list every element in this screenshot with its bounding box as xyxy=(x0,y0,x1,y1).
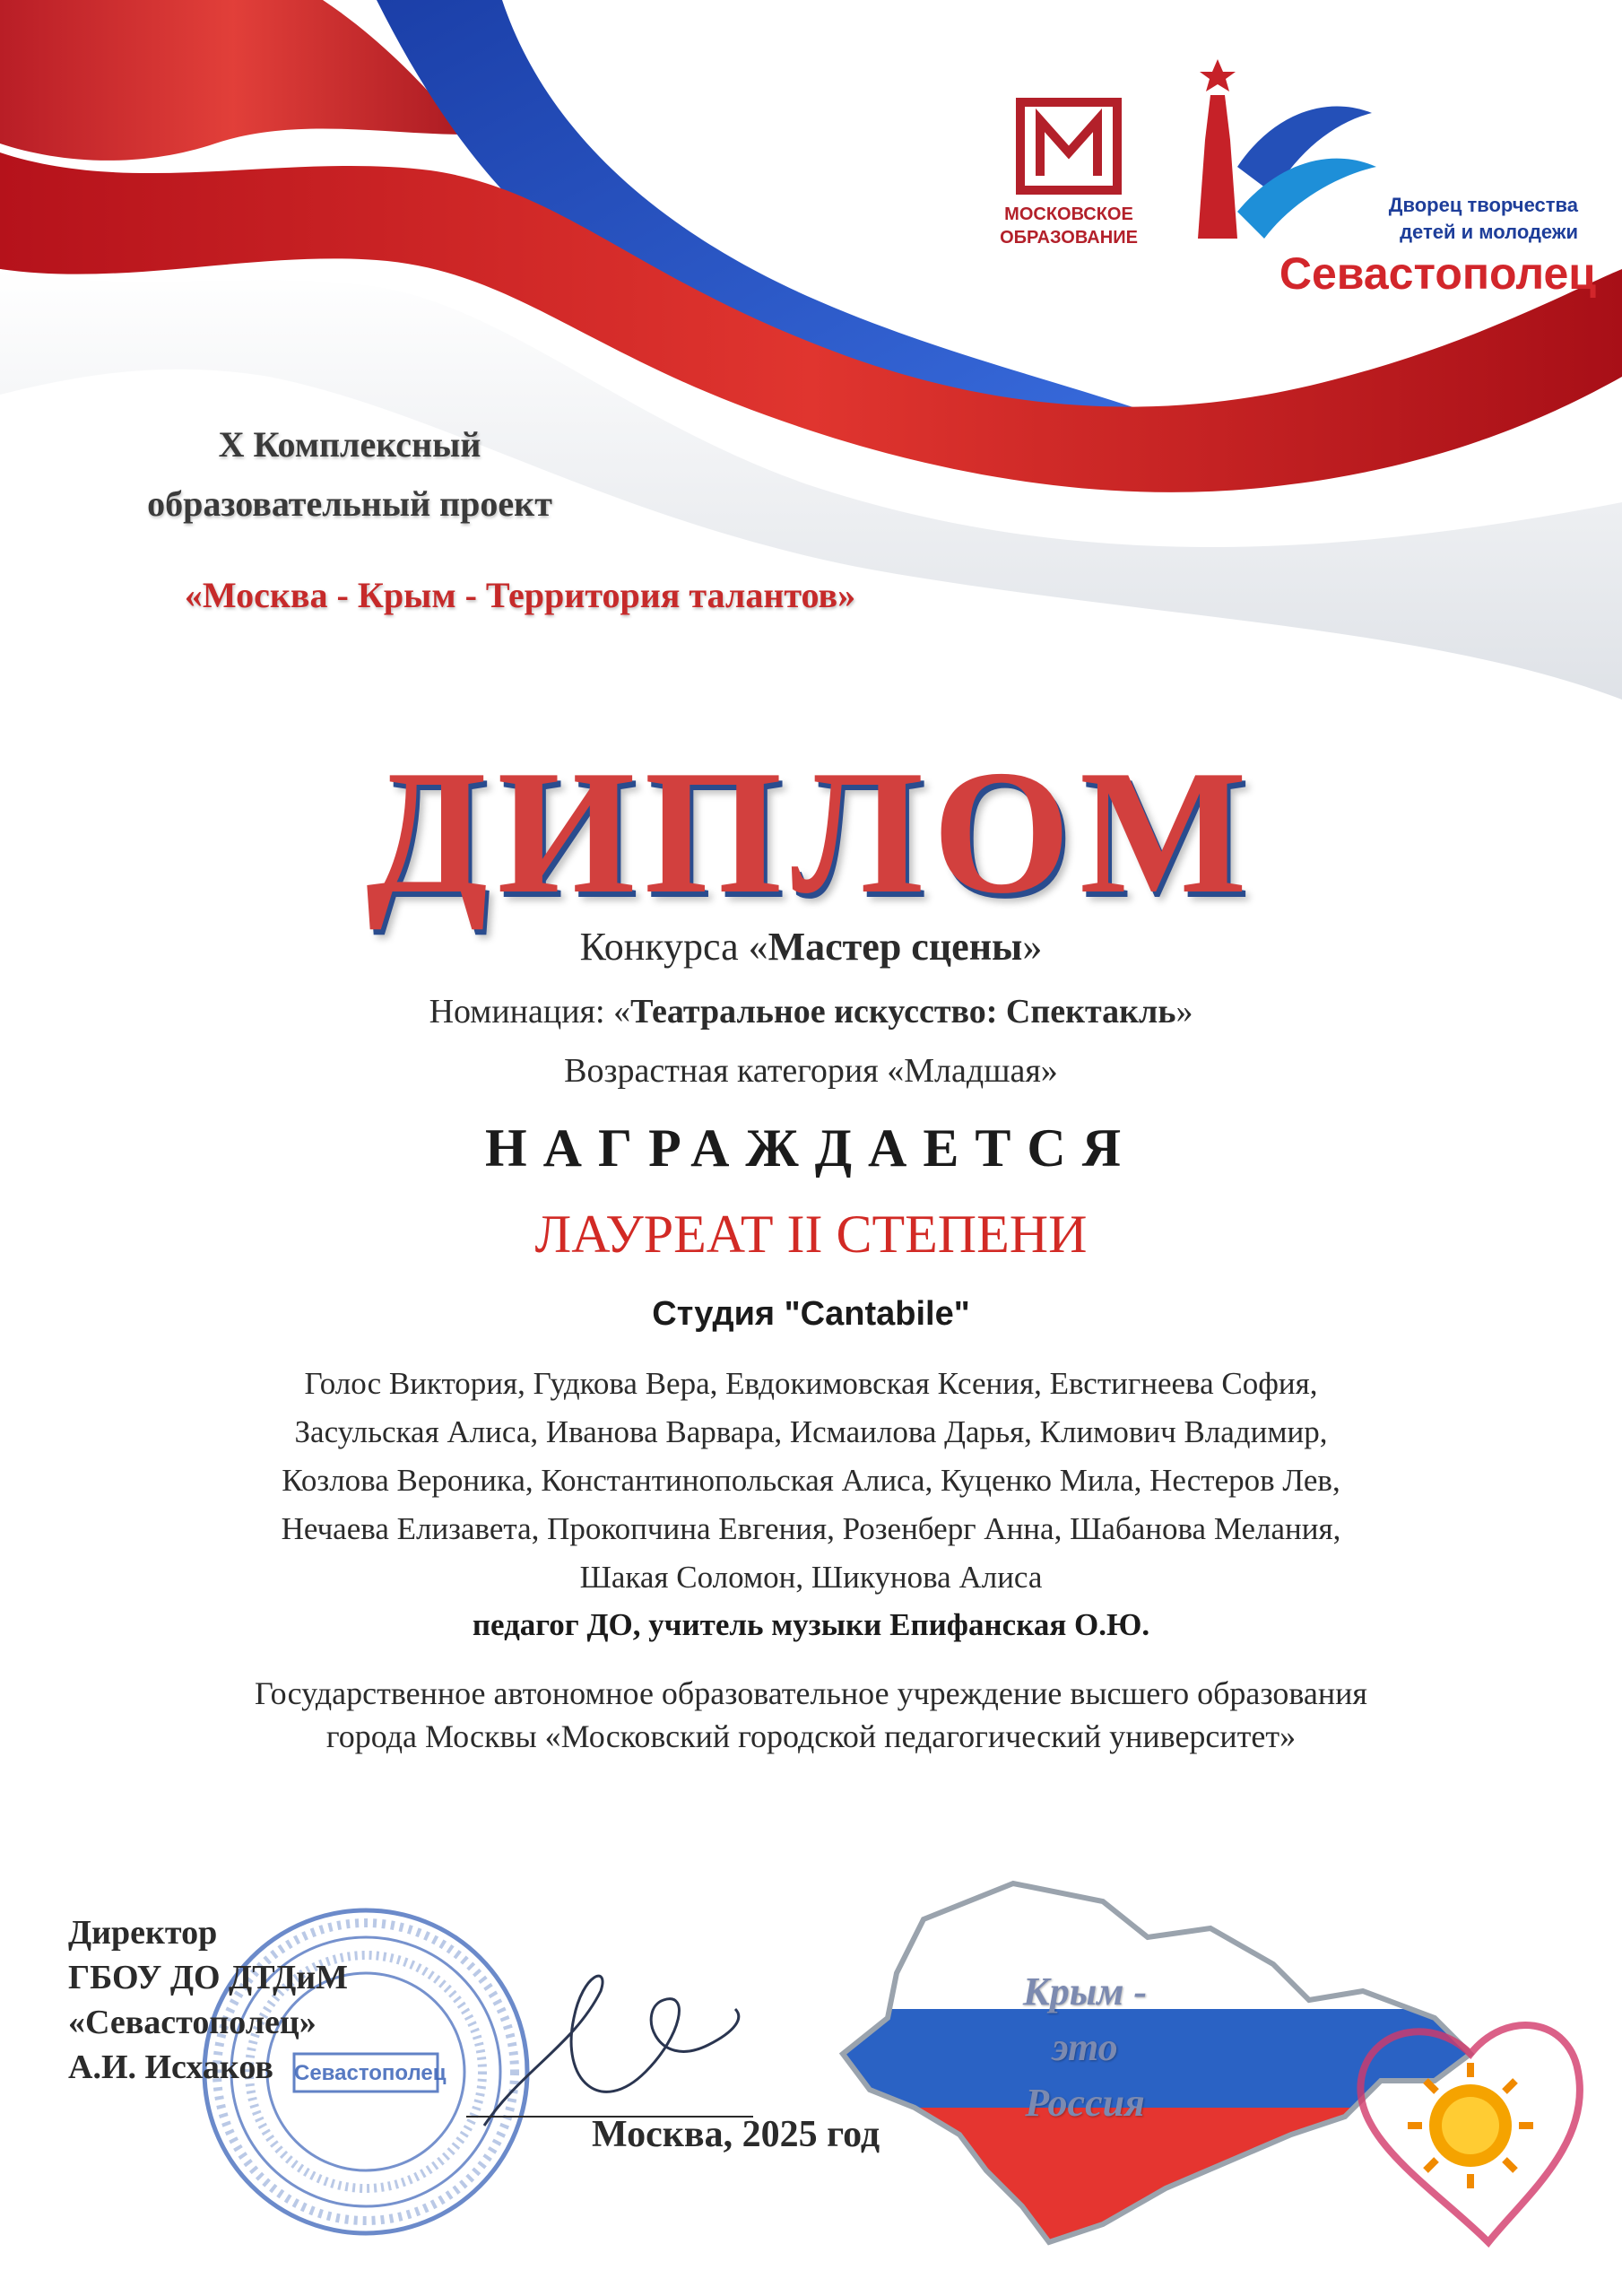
participants-line: Голос Виктория, Гудкова Вера, Евдокимовская Ксения, Евстигнеева София, xyxy=(304,1366,1318,1401)
organization-line: города Москвы «Московский городской педагогический университет» xyxy=(325,1718,1297,1754)
moscow-education-m-icon xyxy=(1015,97,1123,196)
participants-line: Шакая Соломон, Шикунова Алиса xyxy=(579,1560,1043,1595)
participants-line: Нечаева Елизавета, Прокопчина Евгения, Розенберг Анна, Шабанова Мелания, xyxy=(281,1511,1341,1546)
project-line2: образовательный проект xyxy=(147,483,552,524)
participants-list xyxy=(0,1360,1622,1602)
signature-line: «Севастополец» xyxy=(68,2004,317,2041)
awarded-label: НАГРАЖДАЕТСЯ xyxy=(484,1118,1138,1178)
palace-label-line2: детей и молодежи xyxy=(1400,221,1578,243)
signature-block xyxy=(68,1910,348,2090)
signature-line: ГБОУ ДО ДТДиМ xyxy=(68,1959,349,1996)
palace-label-line1: Дворец творчества xyxy=(1388,194,1578,216)
nomination-suffix: » xyxy=(1175,993,1193,1031)
slogan-line: Крым - xyxy=(1022,1970,1148,2013)
sun-icon xyxy=(1408,2063,1533,2188)
crimea-slogan xyxy=(986,1964,1184,2131)
organization-line: Государственное автономное образовательное учреждение высшего образования xyxy=(255,1675,1367,1711)
moscow-education-logo xyxy=(997,97,1141,258)
nomination-name: Театральное искусство: Спектакль xyxy=(630,993,1176,1031)
stamp-center-text: Севастополец xyxy=(294,2061,447,2085)
moscow-education-label-line1: МОСКОВСКОЕ xyxy=(1004,204,1133,224)
crimea-map-emblem xyxy=(807,1866,1596,2296)
age-category: Возрастная категория «Младшая» xyxy=(564,1052,1058,1090)
nomination-prefix: Номинация: « xyxy=(429,993,631,1031)
palace-name: Севастополец xyxy=(1279,248,1596,299)
kremlin-tower-icon xyxy=(1184,59,1381,248)
studio-name: Студия "Cantabile" xyxy=(652,1295,970,1333)
project-line1: X Комплексный xyxy=(218,424,481,465)
signature-line: А.И. Исхаков xyxy=(68,2048,273,2086)
contest-line xyxy=(0,924,1622,970)
laureate-degree: ЛАУРЕАТ II СТЕПЕНИ xyxy=(534,1205,1088,1264)
slogan-line: Россия xyxy=(1025,2081,1145,2125)
participants-line: Козлова Вероника, Константинопольская Алиса, Куценко Мила, Нестеров Лев, xyxy=(282,1463,1340,1498)
contest-name: Мастер сцены xyxy=(768,925,1023,969)
moscow-education-label-line2: ОБРАЗОВАНИЕ xyxy=(1000,228,1138,248)
contest-suffix: » xyxy=(1022,925,1043,969)
signature-line: Директор xyxy=(68,1914,218,1952)
place-and-year: Москва, 2025 год xyxy=(592,2114,880,2155)
nomination-line xyxy=(0,992,1622,1031)
contest-prefix: Конкурса « xyxy=(579,925,768,969)
project-title: «Москва - Крым - Территория талантов» xyxy=(184,575,856,615)
diploma-heading: ДИПЛОМ xyxy=(366,734,1256,930)
teacher-line: педагог ДО, учитель музыки Епифанская О.Ю. xyxy=(472,1607,1150,1642)
slogan-line: это xyxy=(1052,2025,1118,2069)
sevastopolets-palace-logo xyxy=(1184,59,1596,301)
organization-text xyxy=(0,1672,1622,1758)
participants-line: Засульская Алиса, Иванова Варвара, Исмаилова Дарья, Климович Владимир, xyxy=(294,1414,1328,1449)
